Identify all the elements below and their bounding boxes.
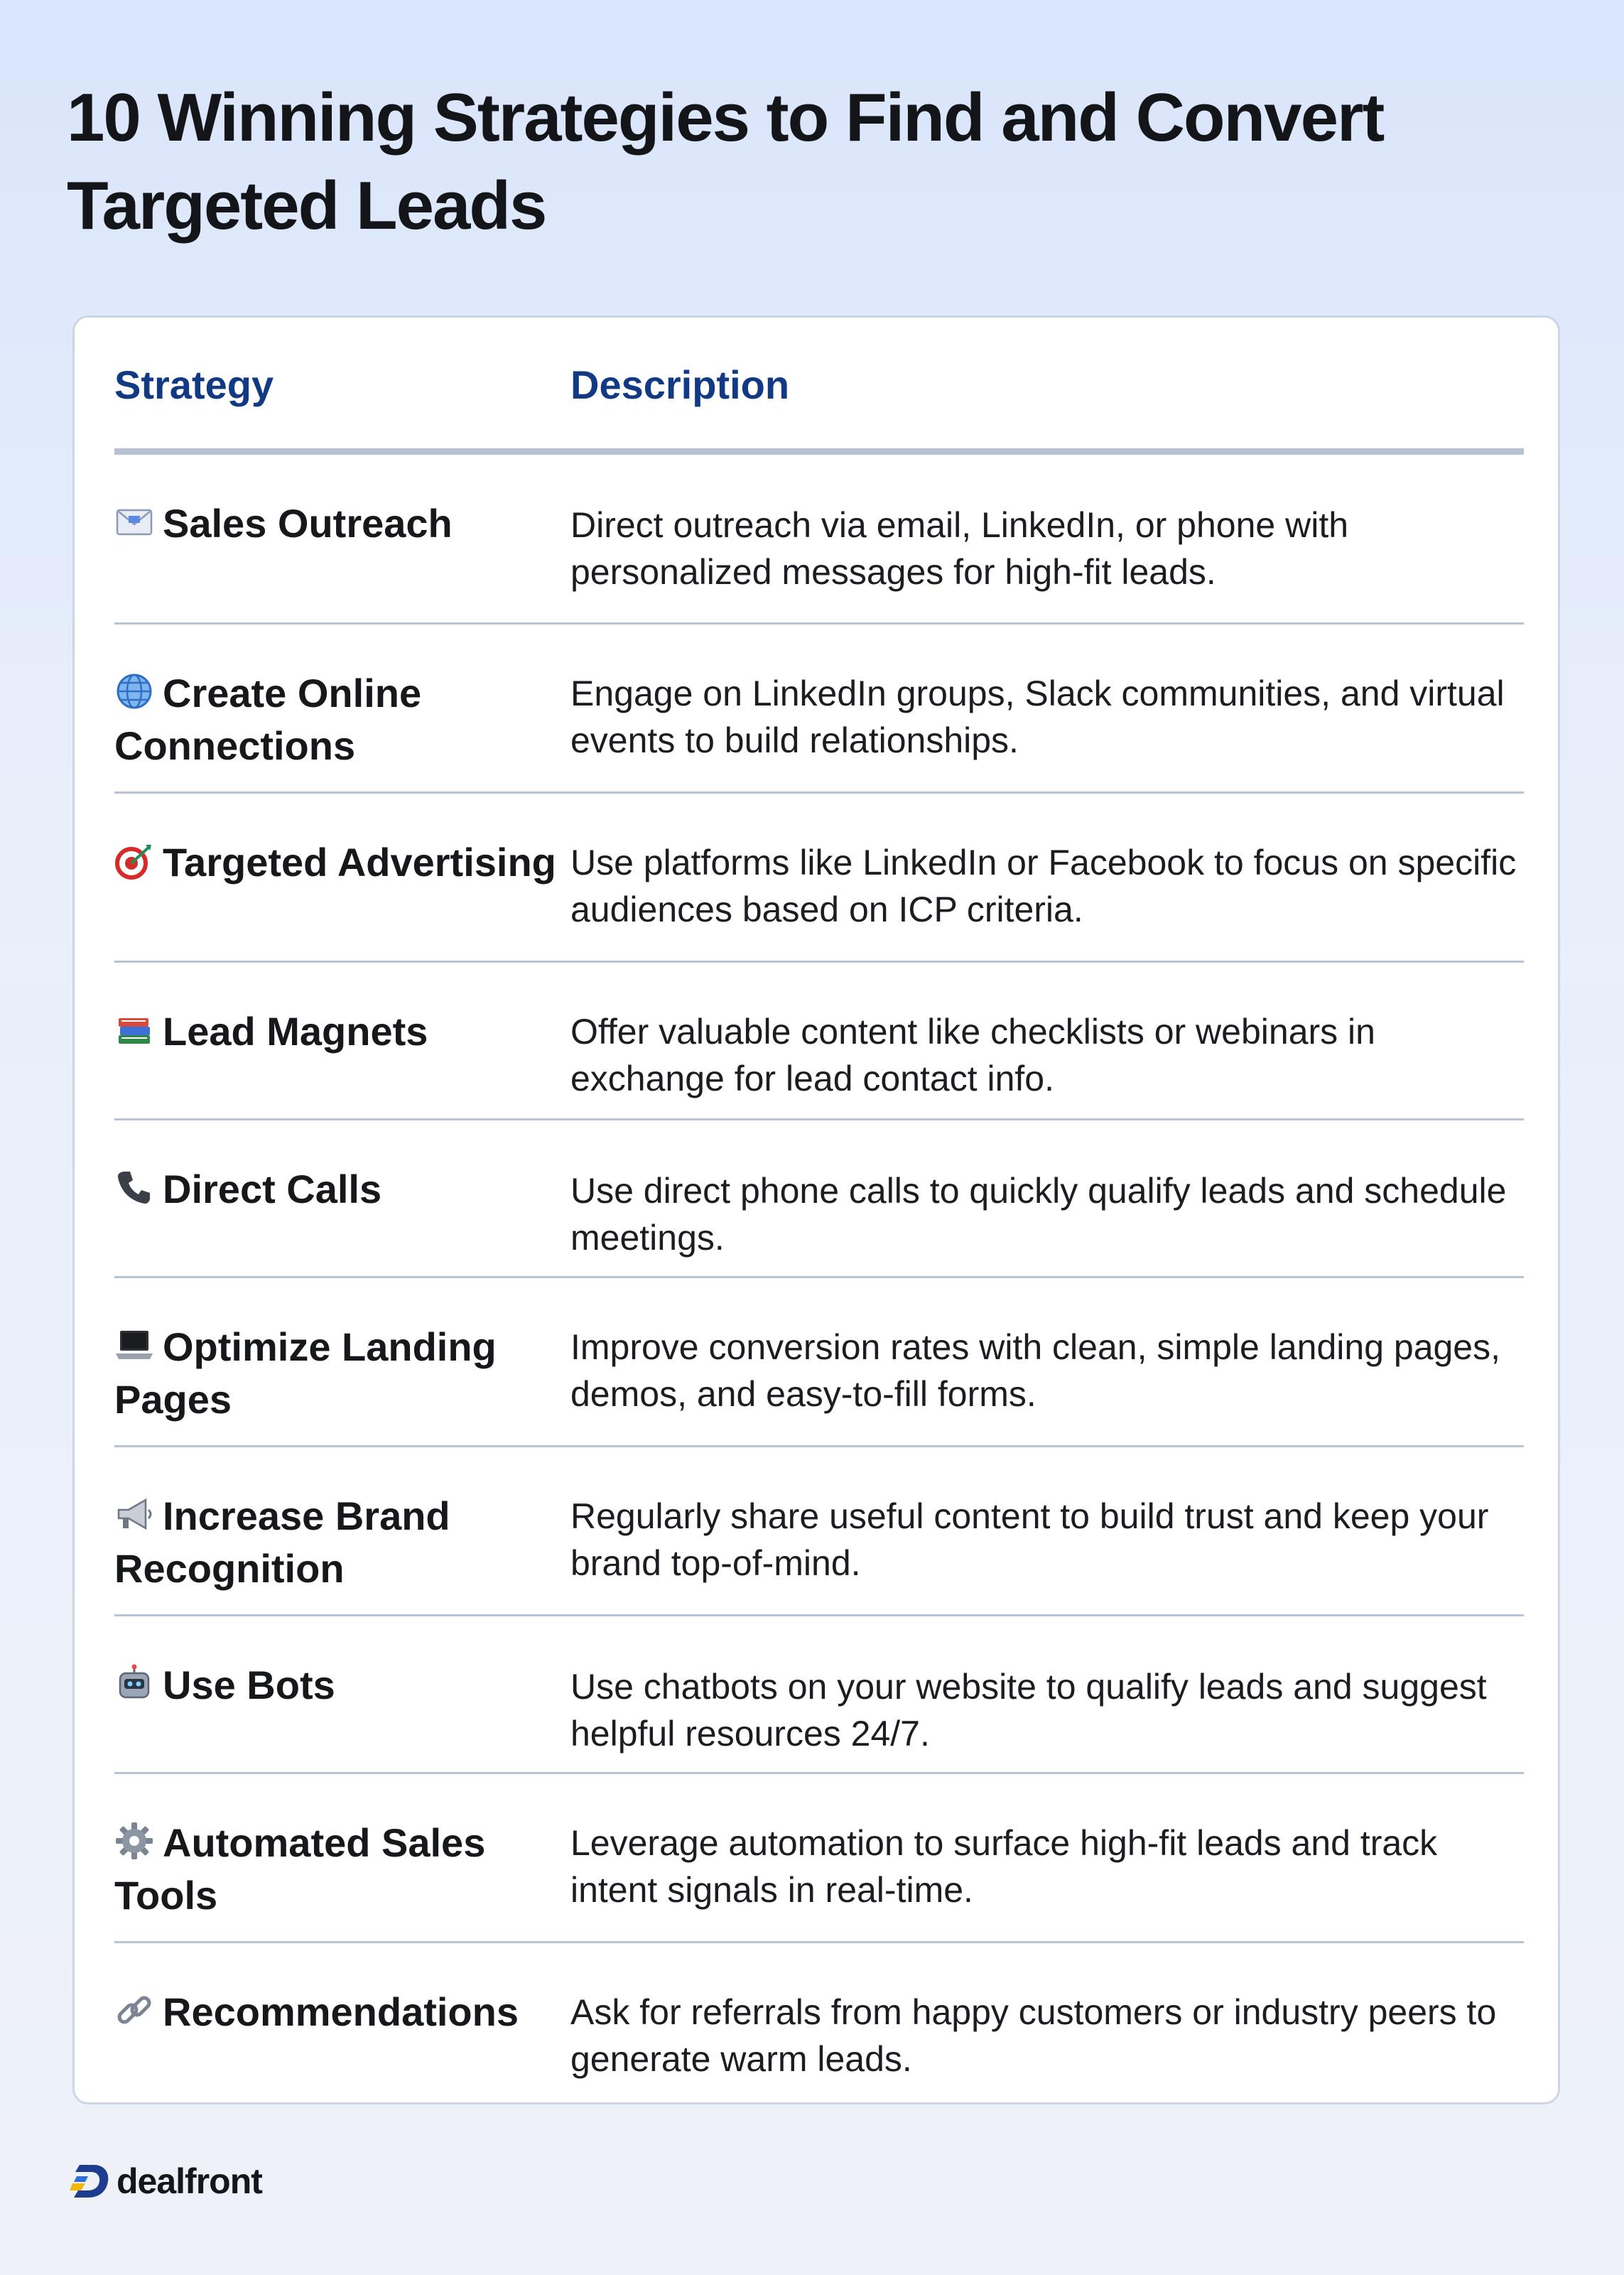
strategy-name: Targeted Advertising (163, 839, 556, 885)
table-row (114, 1942, 1524, 2104)
books-icon (114, 1010, 154, 1049)
table-row (114, 1773, 1524, 1942)
table-row (114, 623, 1524, 792)
strategy-description: Use platforms like LinkedIn or Facebook to focus on specific audiences based on ICP criteria. (570, 792, 1524, 961)
globe-icon (114, 671, 154, 711)
dealfront-logo-icon (70, 2162, 111, 2200)
strategy-cell (114, 1119, 570, 1277)
strategy-name: Sales Outreach (163, 500, 453, 546)
gear-icon (114, 1821, 154, 1861)
strategy-cell (114, 451, 570, 623)
strategy-cell (114, 1446, 570, 1615)
strategy-name: Direct Calls (163, 1166, 382, 1211)
strategies-table (114, 318, 1524, 2104)
telephone-icon (114, 1167, 154, 1207)
strategy-description: Use chatbots on your website to qualify leads and suggest helpful resources 24/7. (570, 1615, 1524, 1773)
strategy-cell (114, 792, 570, 961)
link-icon (114, 1990, 154, 2030)
envelope-icon (114, 502, 154, 541)
strategy-name: Create Online Connections (114, 670, 422, 768)
strategy-description: Leverage automation to surface high-fit leads and track intent signals in real-time. (570, 1773, 1524, 1942)
table-header-row (114, 318, 1524, 451)
strategy-cell (114, 1773, 570, 1942)
strategy-name: Optimize Landing Pages (114, 1324, 497, 1422)
strategy-description: Ask for referrals from happy customers or industry peers to generate warm leads. (570, 1992, 1497, 2079)
table-row (114, 1277, 1524, 1446)
strategy-description: Improve conversion rates with clean, simple landing pages, demos, and easy-to-fill forms. (570, 1277, 1524, 1446)
laptop-icon (114, 1325, 154, 1365)
strategy-description: Offer valuable content like checklists or webinars in exchange for lead contact info. (570, 961, 1524, 1119)
table-row (114, 792, 1524, 961)
dealfront-logo (70, 2160, 262, 2203)
strategy-name: Automated Sales Tools (114, 1820, 486, 1918)
strategy-name: Lead Magnets (163, 1008, 428, 1054)
strategy-description: Engage on LinkedIn groups, Slack communities, and virtual events to build relationships. (570, 623, 1524, 792)
brand-name: dealfront (117, 2161, 262, 2201)
strategy-description: Use direct phone calls to quickly qualify leads and schedule meetings. (570, 1119, 1524, 1277)
target-icon (114, 841, 154, 880)
strategy-cell (114, 623, 570, 792)
strategy-cell (114, 1942, 570, 2104)
megaphone-icon (114, 1494, 154, 1534)
strategy-cell (114, 961, 570, 1119)
strategy-name: Increase Brand Recognition (114, 1493, 450, 1591)
header-description: Description (570, 318, 1524, 451)
table-row (114, 451, 1524, 623)
strategy-name: Use Bots (163, 1662, 335, 1707)
strategy-description: Direct outreach via email, LinkedIn, or phone with personalized messages for high-fit leads. (570, 451, 1524, 623)
table-row (114, 961, 1524, 1119)
strategy-description: Regularly share useful content to build trust and keep your brand top-of-mind. (570, 1446, 1524, 1615)
header-strategy: Strategy (114, 318, 570, 451)
strategy-cell (114, 1615, 570, 1773)
table-row (114, 1446, 1524, 1615)
robot-icon (114, 1663, 154, 1703)
strategies-card (72, 315, 1560, 2104)
table-row (114, 1119, 1524, 1277)
table-row (114, 1615, 1524, 1773)
strategy-cell (114, 1277, 570, 1446)
page-title: 10 Winning Strategies to Find and Convert Targeted Leads (67, 80, 1384, 244)
strategy-name: Recommendations (163, 1989, 519, 2034)
